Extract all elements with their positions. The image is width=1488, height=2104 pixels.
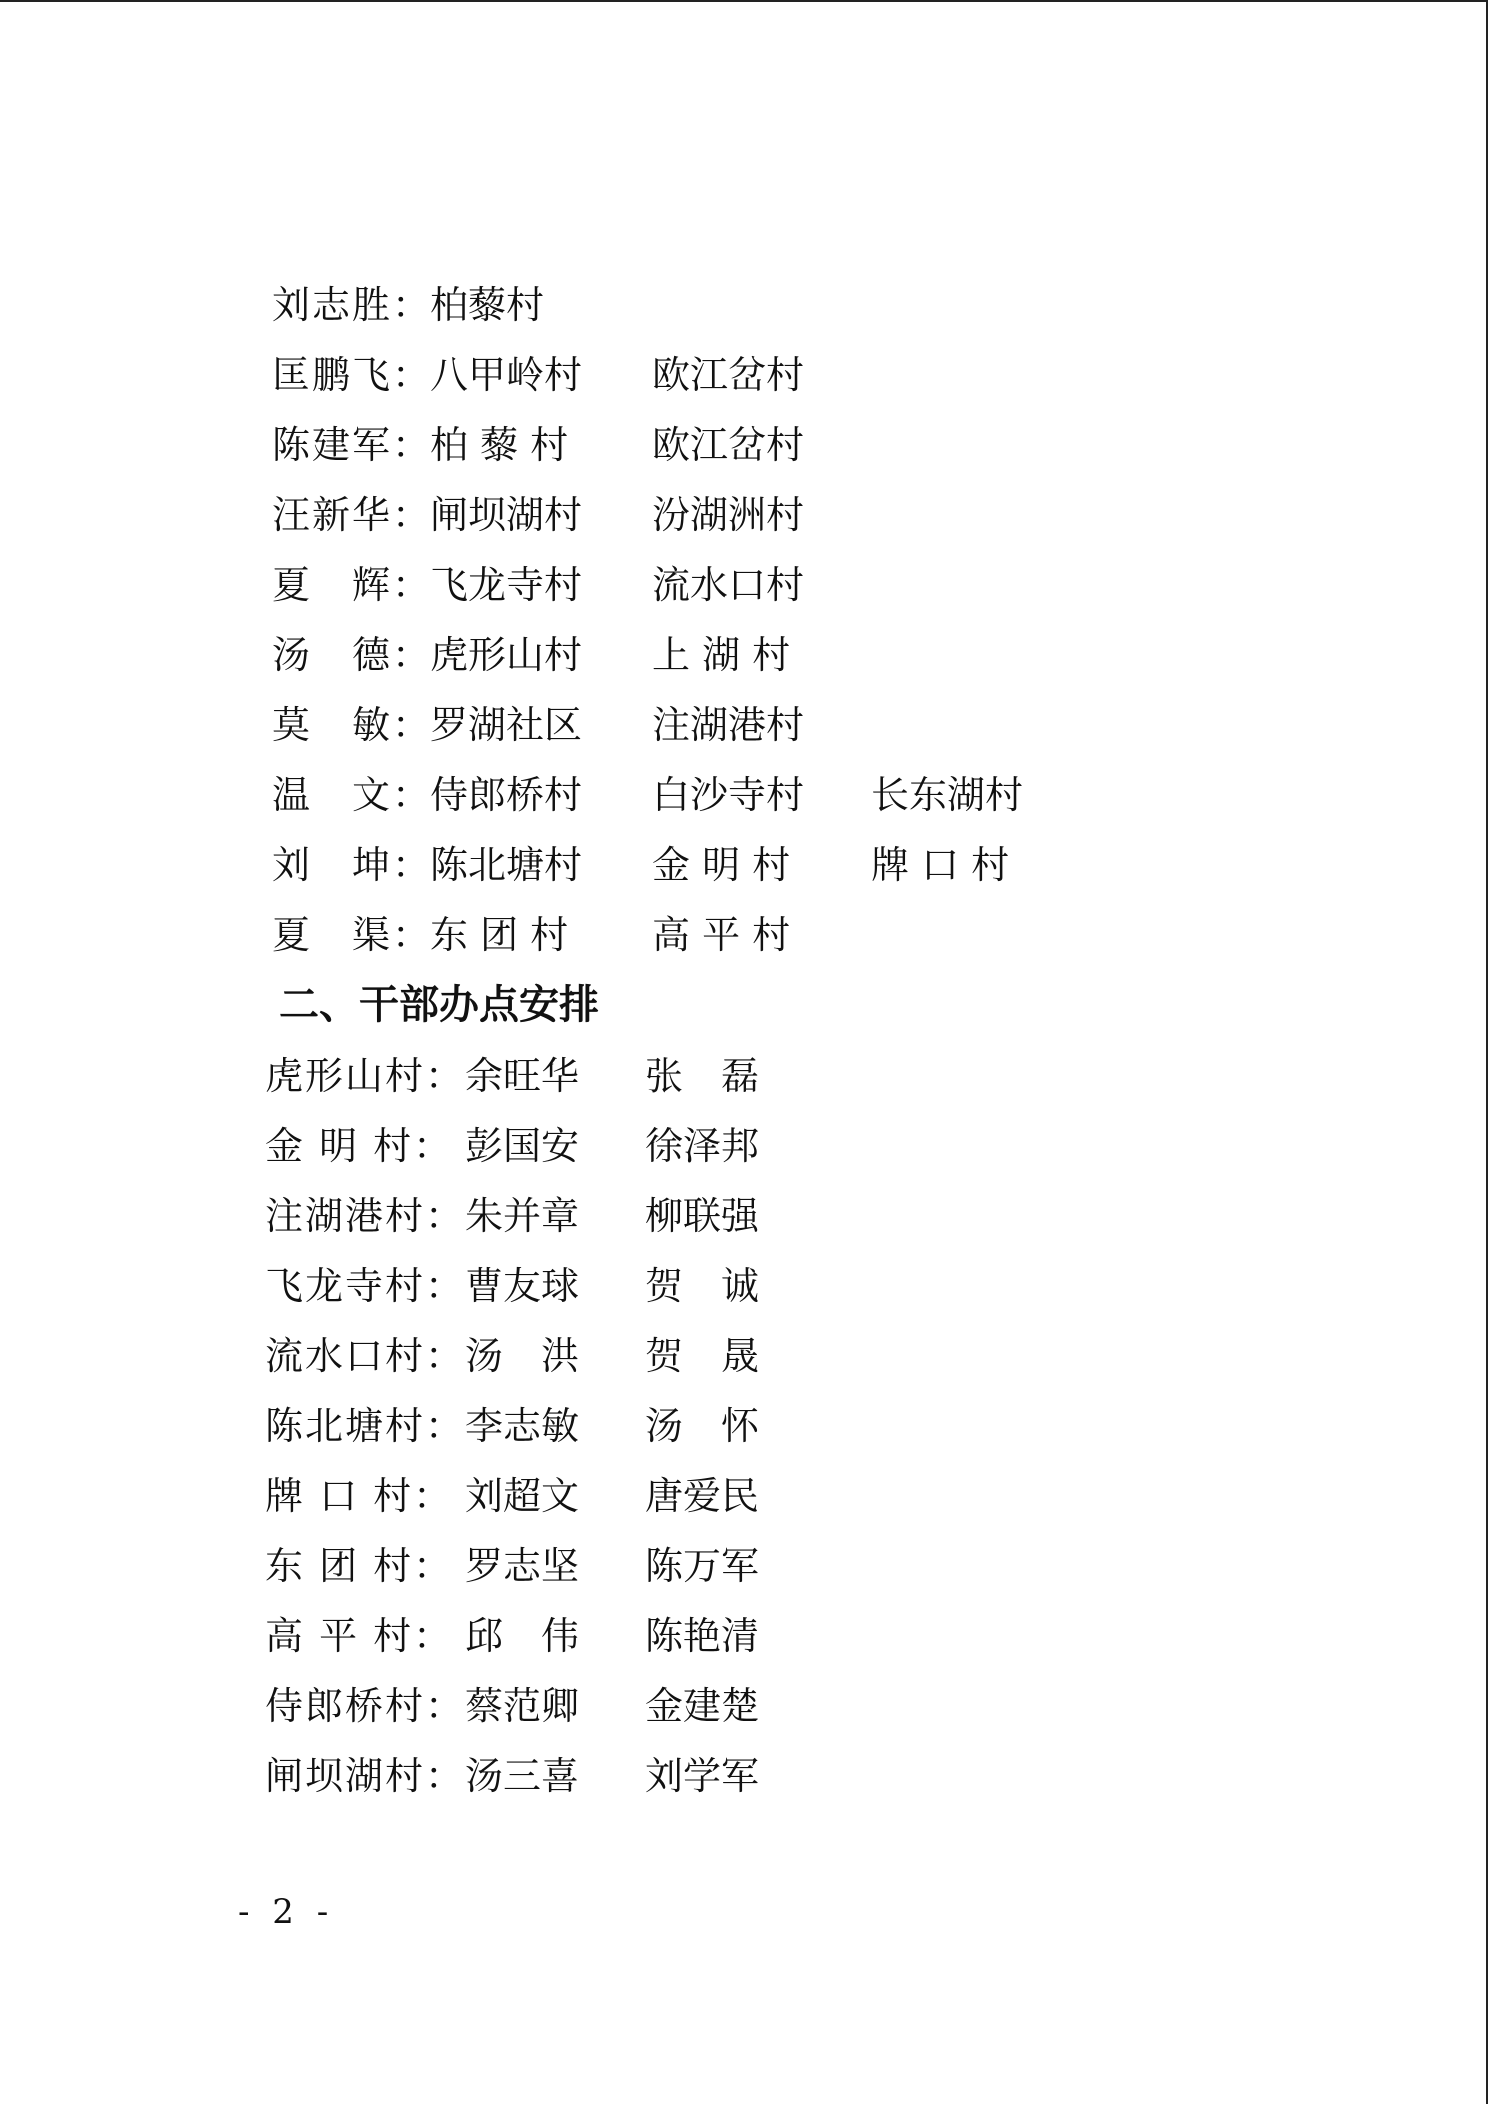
village-label: 牌 口 村： [265, 1474, 454, 1518]
leader-name: 汪新华： [272, 493, 433, 537]
village: 金 明 村 [652, 843, 791, 887]
village: 牌 口 村 [871, 843, 1010, 887]
cadre-name: 张 磊 [645, 1054, 760, 1098]
cadre-name: 柳联强 [645, 1194, 760, 1238]
village-label: 侍郎桥村： [265, 1684, 466, 1728]
cadre-name: 朱并章 [465, 1194, 580, 1238]
cadre-name: 金建楚 [645, 1684, 760, 1728]
village: 虎形山村 [430, 633, 583, 677]
cadre-name: 汤 怀 [645, 1404, 760, 1448]
cadre-name: 陈艳清 [645, 1614, 760, 1658]
cadre-name: 徐泽邦 [645, 1124, 760, 1168]
page-border-top [0, 0, 1488, 2]
village: 八甲岭村 [430, 353, 583, 397]
village-label: 陈北塘村： [265, 1404, 466, 1448]
leader-name: 陈建军： [272, 423, 433, 467]
village: 侍郎桥村 [430, 773, 583, 817]
village: 东 团 村 [430, 913, 569, 957]
leader-name: 莫 敏： [272, 703, 433, 747]
village-label: 金 明 村： [265, 1124, 454, 1168]
cadre-name: 汤三喜 [465, 1754, 580, 1798]
village: 高 平 村 [652, 913, 791, 957]
village: 长东湖村 [871, 773, 1024, 817]
village-label: 虎形山村： [265, 1054, 466, 1098]
village-label: 东 团 村： [265, 1544, 454, 1588]
cadre-name: 贺 诚 [645, 1264, 760, 1308]
village-label: 飞龙寺村： [265, 1264, 466, 1308]
leader-name: 夏 渠： [272, 913, 433, 957]
leader-name: 温 文： [272, 773, 433, 817]
village: 陈北塘村 [430, 843, 583, 887]
village: 飞龙寺村 [430, 563, 583, 607]
cadre-name: 刘超文 [465, 1474, 580, 1518]
cadre-name: 曹友球 [465, 1264, 580, 1308]
cadre-name: 蔡范卿 [465, 1684, 580, 1728]
page-number: - 2 - [238, 1892, 335, 1932]
leader-name: 刘 坤： [272, 843, 433, 887]
village: 白沙寺村 [652, 773, 805, 817]
leader-name: 匡鹏飞： [272, 353, 433, 397]
cadre-name: 唐爱民 [645, 1474, 760, 1518]
cadre-name: 邱 伟 [465, 1614, 580, 1658]
village-label: 流水口村： [265, 1334, 466, 1378]
cadre-name: 贺 晟 [645, 1334, 760, 1378]
village: 欧江岔村 [652, 423, 805, 467]
cadre-name: 李志敏 [465, 1404, 580, 1448]
cadre-name: 余旺华 [465, 1054, 580, 1098]
village-label: 闸坝湖村： [265, 1754, 466, 1798]
section-heading: 二、干部办点安排 [279, 982, 599, 1028]
village-label: 注湖港村： [265, 1194, 466, 1238]
cadre-name: 罗志坚 [465, 1544, 580, 1588]
leader-name: 刘志胜： [272, 283, 433, 327]
village: 流水口村 [652, 563, 805, 607]
cadre-name: 彭国安 [465, 1124, 580, 1168]
leader-name: 汤 德： [272, 633, 433, 677]
village-label: 高 平 村： [265, 1614, 454, 1658]
cadre-name: 汤 洪 [465, 1334, 580, 1378]
village: 柏 藜 村 [430, 423, 569, 467]
village: 欧江岔村 [652, 353, 805, 397]
village: 汾湖洲村 [652, 493, 805, 537]
cadre-name: 陈万军 [645, 1544, 760, 1588]
village: 上 湖 村 [652, 633, 791, 677]
village: 注湖港村 [652, 703, 805, 747]
cadre-name: 刘学军 [645, 1754, 760, 1798]
village: 罗湖社区 [430, 703, 583, 747]
village: 闸坝湖村 [430, 493, 583, 537]
village: 柏藜村 [430, 283, 545, 327]
leader-name: 夏 辉： [272, 563, 433, 607]
